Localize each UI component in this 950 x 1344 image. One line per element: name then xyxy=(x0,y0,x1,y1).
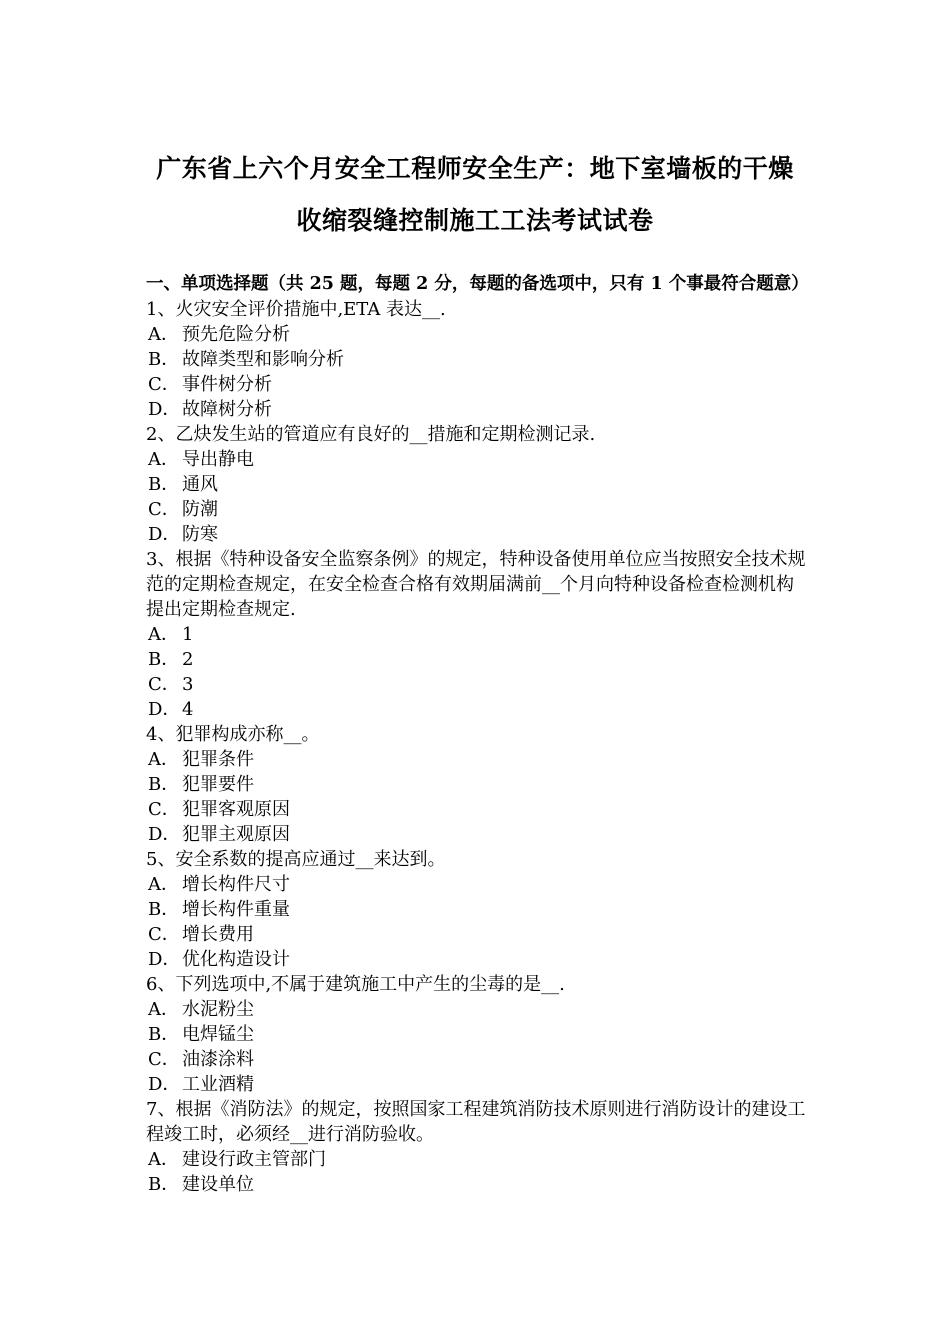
option-letter: B． xyxy=(148,474,180,495)
option-letter: D． xyxy=(148,824,181,845)
option-letter: A． xyxy=(148,999,179,1020)
answer-option xyxy=(146,647,808,672)
answer-option xyxy=(146,372,808,397)
option-letter: B． xyxy=(148,349,180,370)
document-body xyxy=(146,272,808,1197)
question-block xyxy=(146,972,808,1097)
question-block xyxy=(146,722,808,847)
option-text: 预先危险分析 xyxy=(182,324,290,345)
option-text: 增长费用 xyxy=(182,924,254,945)
option-letter: A． xyxy=(148,624,179,645)
option-text: 导出静电 xyxy=(182,449,254,470)
question-stem: 4、犯罪构成亦称__。 xyxy=(146,724,320,745)
option-text: 故障树分析 xyxy=(182,399,272,420)
answer-option xyxy=(146,1172,808,1197)
answer-option xyxy=(146,1047,808,1072)
answer-option xyxy=(146,997,808,1022)
question-block xyxy=(146,422,808,547)
option-letter: A． xyxy=(148,749,179,770)
option-text: 增长构件尺寸 xyxy=(182,874,290,895)
option-letter: B． xyxy=(148,774,180,795)
option-letter: D． xyxy=(148,1074,181,1095)
question-stem: 1、火灾安全评价措施中,ETA 表达__. xyxy=(146,299,446,320)
answer-option xyxy=(146,1072,808,1097)
option-letter: B． xyxy=(148,1174,180,1195)
answer-option xyxy=(146,772,808,797)
document-title-line-1: 广东省上六个月安全工程师安全生产：地下室墙板的干燥 xyxy=(156,154,794,183)
question-stem: 5、安全系数的提高应通过__来达到。 xyxy=(146,849,446,870)
answer-option xyxy=(146,797,808,822)
answer-option xyxy=(146,447,808,472)
option-letter: C． xyxy=(148,799,180,820)
answer-option xyxy=(146,522,808,547)
option-letter: A． xyxy=(148,1149,179,1170)
answer-option xyxy=(146,622,808,647)
answer-option xyxy=(146,1022,808,1047)
option-letter: A． xyxy=(148,449,179,470)
option-text: 优化构造设计 xyxy=(182,949,290,970)
answer-option xyxy=(146,822,808,847)
option-letter: D． xyxy=(148,949,181,970)
option-text: 1 xyxy=(182,624,194,645)
option-text: 电焊锰尘 xyxy=(182,1024,254,1045)
answer-option xyxy=(146,472,808,497)
answer-option xyxy=(146,347,808,372)
option-letter: D． xyxy=(148,399,181,420)
option-text: 水泥粉尘 xyxy=(182,999,254,1020)
option-text: 工业酒精 xyxy=(182,1074,254,1095)
option-letter: C． xyxy=(148,374,180,395)
question-block xyxy=(146,1097,808,1197)
question-stem: 7、根据《消防法》的规定，按照国家工程建筑消防技术原则进行消防设计的建设工程竣工时，必须经__进行消防验收。 xyxy=(146,1099,806,1145)
option-letter: A． xyxy=(148,324,179,345)
option-text: 防寒 xyxy=(182,524,218,545)
option-text: 故障类型和影响分析 xyxy=(182,349,344,370)
answer-option xyxy=(146,947,808,972)
answer-option xyxy=(146,497,808,522)
answer-option xyxy=(146,897,808,922)
option-text: 建设行政主管部门 xyxy=(182,1149,326,1170)
option-letter: C． xyxy=(148,674,180,695)
option-text: 犯罪客观原因 xyxy=(182,799,290,820)
answer-option xyxy=(146,697,808,722)
option-letter: B． xyxy=(148,899,180,920)
option-letter: C． xyxy=(148,499,180,520)
answer-option xyxy=(146,1147,808,1172)
option-text: 建设单位 xyxy=(182,1174,254,1195)
answer-option xyxy=(146,872,808,897)
option-text: 犯罪主观原因 xyxy=(182,824,290,845)
question-stem: 2、乙炔发生站的管道应有良好的__措施和定期检测记录. xyxy=(146,424,596,445)
answer-option xyxy=(146,922,808,947)
option-text: 4 xyxy=(182,699,194,720)
answer-option xyxy=(146,397,808,422)
option-text: 通风 xyxy=(182,474,218,495)
option-text: 事件树分析 xyxy=(182,374,272,395)
option-text: 3 xyxy=(182,674,194,695)
section-heading: 一、单项选择题（共 25 题，每题 2 分，每题的备选项中，只有 1 个事最符合题意） xyxy=(146,274,809,294)
question-stem: 6、下列选项中,不属于建筑施工中产生的尘毒的是__. xyxy=(146,974,565,995)
option-text: 防潮 xyxy=(182,499,218,520)
option-text: 犯罪条件 xyxy=(182,749,254,770)
option-text: 犯罪要件 xyxy=(182,774,254,795)
question-block xyxy=(146,847,808,972)
option-text: 2 xyxy=(182,649,194,670)
option-letter: D． xyxy=(148,524,181,545)
option-letter: B． xyxy=(148,1024,180,1045)
question-block xyxy=(146,297,808,422)
option-letter: D． xyxy=(148,699,181,720)
option-letter: C． xyxy=(148,1049,180,1070)
option-text: 油漆涂料 xyxy=(182,1049,254,1070)
question-list xyxy=(146,297,808,1197)
answer-option xyxy=(146,322,808,347)
document-title-line-2: 收缩裂缝控制施工工法考试试卷 xyxy=(296,206,654,235)
option-letter: B． xyxy=(148,649,180,670)
option-letter: C． xyxy=(148,924,180,945)
question-stem: 3、根据《特种设备安全监察条例》的规定，特种设备使用单位应当按照安全技术规范的定期检查规定，在安全检查合格有效期届满前__个月向特种设备检查检测机构提出定期检查规定. xyxy=(146,549,806,620)
question-block xyxy=(146,547,808,722)
option-letter: A． xyxy=(148,874,179,895)
option-text: 增长构件重量 xyxy=(182,899,290,920)
answer-option xyxy=(146,747,808,772)
answer-option xyxy=(146,672,808,697)
